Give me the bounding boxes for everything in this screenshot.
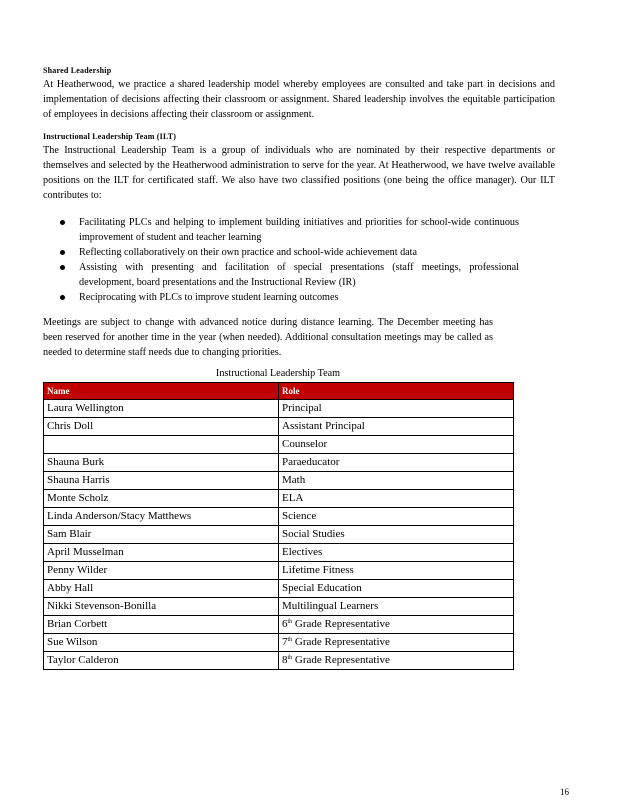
grade-ordinal-suffix: th <box>287 655 293 661</box>
member-name: Abby Hall <box>44 580 279 598</box>
table-row <box>44 580 514 598</box>
table-row <box>44 490 514 508</box>
table-row <box>44 616 514 634</box>
ilt-paragraph: The Instructional Leadership Team is a group of individuals who are nominated by their respective departments or themselves and selected by the Heatherwood administration to serve for the year. At Heatherwood, we have twelve available positions on the ILT for certificated staff. We also have two classified positions (one being the office manager). Our ILT contributes to: <box>43 145 555 201</box>
member-role: ELA <box>279 490 514 508</box>
ilt-members-table <box>43 382 514 670</box>
member-name: Laura Wellington <box>44 400 279 418</box>
column-header-role: Role <box>279 383 514 400</box>
member-name: Sam Blair <box>44 526 279 544</box>
ilt-heading: Instructional Leadership Team (ILT) <box>43 132 177 141</box>
ilt-contribution-list <box>43 215 555 305</box>
table-row <box>44 526 514 544</box>
grade-number: 8 <box>282 654 288 666</box>
grade-role-text: Grade Representative <box>292 654 390 666</box>
table-row <box>44 454 514 472</box>
member-role <box>279 634 514 652</box>
table-row <box>44 436 514 454</box>
table-header-row <box>44 383 514 400</box>
grade-role-text: Grade Representative <box>292 636 390 648</box>
member-role: Principal <box>279 400 514 418</box>
member-role: Assistant Principal <box>279 418 514 436</box>
member-name: Brian Corbett <box>44 616 279 634</box>
grade-role-text: Grade Representative <box>292 618 390 630</box>
member-role: Counselor <box>279 436 514 454</box>
table-row <box>44 634 514 652</box>
list-item: Facilitating PLCs and helping to implement building initiatives and priorities for school-wide continuous improvement of student and teacher learning <box>57 215 519 245</box>
list-item: Assisting with presenting and facilitation of special presentations (staff meetings, professional development, board presentations and the Instructional Review (IR) <box>57 260 519 290</box>
member-role: Paraeducator <box>279 454 514 472</box>
column-header-name: Name <box>44 383 279 400</box>
table-row <box>44 400 514 418</box>
member-name: Shauna Burk <box>44 454 279 472</box>
member-name: Chris Doll <box>44 418 279 436</box>
list-item: Reciprocating with PLCs to improve student learning outcomes <box>57 290 519 305</box>
member-name: Nikki Stevenson-Bonilla <box>44 598 279 616</box>
grade-ordinal-suffix: th <box>287 619 293 625</box>
member-name: Taylor Calderon <box>44 652 279 670</box>
member-role: Social Studies <box>279 526 514 544</box>
member-name <box>44 436 279 454</box>
member-role: Multilingual Learners <box>279 598 514 616</box>
table-title: Instructional Leadership Team <box>215 368 341 379</box>
member-role <box>279 616 514 634</box>
list-item: Reflecting collaboratively on their own practice and school-wide achievement data <box>57 245 519 260</box>
meetings-paragraph: Meetings are subject to change with advanced notice during distance learning. The December meeting has been reserved for another time in the year (when needed). Additional consultation meetings may be called as needed to determine staff needs due to changing priorities. <box>43 317 493 358</box>
table-row <box>44 472 514 490</box>
member-name: April Musselman <box>44 544 279 562</box>
document-page <box>43 66 555 670</box>
table-row <box>44 598 514 616</box>
page-number: 16 <box>560 787 569 797</box>
member-role: Science <box>279 508 514 526</box>
table-row <box>44 418 514 436</box>
member-role: Lifetime Fitness <box>279 562 514 580</box>
table-row <box>44 652 514 670</box>
member-role: Special Education <box>279 580 514 598</box>
shared-leadership-paragraph: At Heatherwood, we practice a shared leadership model whereby employees are consulted and take part in decisions and implementation of decisions affecting their classroom or assignment. Shared leadership involves the equitable participation of employees in decisions affecting their classroom or assignment. <box>43 79 555 120</box>
member-name: Sue Wilson <box>44 634 279 652</box>
member-name: Penny Wilder <box>44 562 279 580</box>
grade-ordinal-suffix: th <box>287 637 293 643</box>
member-role <box>279 652 514 670</box>
member-name: Linda Anderson/Stacy Matthews <box>44 508 279 526</box>
grade-number: 7 <box>282 636 288 648</box>
grade-number: 6 <box>282 618 288 630</box>
table-row <box>44 544 514 562</box>
table-row <box>44 508 514 526</box>
member-name: Monte Scholz <box>44 490 279 508</box>
member-role: Math <box>279 472 514 490</box>
member-name: Shauna Harris <box>44 472 279 490</box>
table-row <box>44 562 514 580</box>
member-role: Electives <box>279 544 514 562</box>
shared-leadership-heading: Shared Leadership <box>43 66 112 75</box>
